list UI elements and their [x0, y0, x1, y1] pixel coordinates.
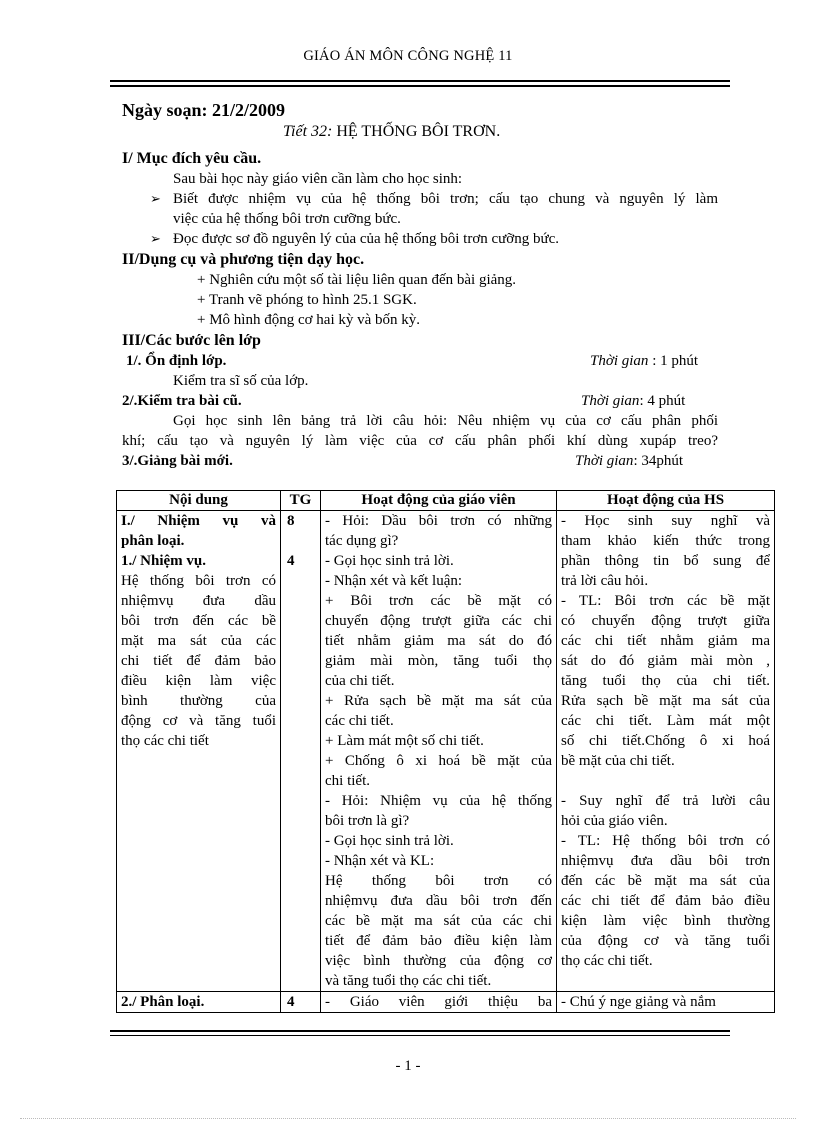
- content-cell: [117, 511, 281, 992]
- header-rule: [110, 80, 730, 82]
- step2-detail-line1: Gọi học sinh lên bảng trả lời câu hỏi: Nêu nhiệm vụ của cơ cấu phân phối: [173, 413, 718, 429]
- date-line: Ngày soạn: 21/2/2009: [122, 100, 286, 120]
- teacher-line: - Giáo viên giới thiệu ba: [325, 994, 552, 1010]
- tg-value: 8: [287, 513, 295, 529]
- page-number: - 1 -: [395, 1058, 421, 1074]
- teacher-line: của chi tiết.: [325, 673, 395, 689]
- content-line: nhiệmvụ đưa dầu: [121, 593, 276, 609]
- header-teacher: Hoạt động của giáo viên: [321, 491, 557, 511]
- content-line: chi tiết để đảm bảo: [121, 653, 276, 669]
- lesson-table: [116, 490, 775, 1013]
- header-rule-thin: [110, 85, 730, 87]
- step3-label: 3/.Giảng bài mới.: [122, 453, 233, 469]
- student-line: của động cơ và tăng tuổi: [561, 933, 770, 949]
- time-value: : 4 phút: [639, 393, 686, 409]
- tg-value: 4: [287, 553, 295, 569]
- content-line: Hệ thống bôi trơn có: [121, 573, 276, 589]
- teacher-line: + Rửa sạch bề mặt ma sát của: [325, 693, 552, 709]
- student-line: kiện làm việc bình thường: [561, 913, 770, 929]
- content-line: bôi trơn đến các bề: [121, 613, 276, 629]
- teacher-line: + Làm mát một số chi tiết.: [325, 733, 484, 749]
- lesson-name: HỆ THỐNG BÔI TRƠN.: [336, 123, 501, 140]
- teacher-line: việc bình thường của động cơ: [325, 953, 552, 969]
- section1-intro: Sau bài học này giáo viên cần làm cho học sinh:: [173, 171, 463, 187]
- content-line: phân loại.: [121, 533, 185, 549]
- lesson-title: [283, 122, 500, 142]
- teacher-line: chi tiết.: [325, 773, 370, 789]
- page-edge-dots: [20, 1118, 796, 1119]
- student-line: các chi tiết nhằm giảm ma: [561, 633, 770, 649]
- student-line: bề mặt của chi tiết.: [561, 753, 675, 769]
- student-line: - Học sinh suy nghĩ và: [561, 513, 770, 529]
- header-tg: TG: [281, 491, 321, 511]
- content-line: thọ các chi tiết: [121, 733, 209, 749]
- teacher-line: - Gọi học sinh trả lời.: [325, 553, 454, 569]
- teacher-line: và tăng tuổi thọ các chi tiết.: [325, 973, 492, 989]
- teacher-cell: [321, 511, 557, 992]
- footer-rule: [110, 1030, 730, 1032]
- student-line: các chi tiết để đảm bảo điều: [561, 893, 770, 909]
- content-line: điều kiện làm việc: [121, 673, 276, 689]
- content-cell: 2./ Phân loại.: [117, 992, 281, 1013]
- lesson-prefix: Tiết 32:: [283, 123, 333, 140]
- footer-rule-thin: [110, 1035, 730, 1036]
- teacher-line: các bề mặt ma sát của các chi: [325, 913, 552, 929]
- time-label: Thời gian: [581, 393, 640, 409]
- content-line: 1./ Nhiệm vụ.: [121, 553, 207, 569]
- step1-label: 1/. Ổn định lớp.: [126, 353, 227, 369]
- header-student: Hoạt động của HS: [557, 491, 775, 511]
- section1-bullet2: Đọc được sơ đồ nguyên lý của của hệ thống bôi trơn cưỡng bức.: [173, 231, 560, 247]
- section2-item: + Tranh vẽ phóng to hình 25.1 SGK.: [197, 292, 417, 308]
- teacher-line: các chi tiết.: [325, 713, 394, 729]
- step1-time: [590, 351, 698, 371]
- student-line: đến các bề mặt ma sát của: [561, 873, 770, 889]
- teacher-line: - Nhận xét và kết luận:: [325, 573, 463, 589]
- student-cell: - Chú ý nge giảng và nắm: [557, 992, 775, 1013]
- section1-heading: I/ Mục đích yêu cầu.: [122, 150, 262, 167]
- teacher-cell: [321, 992, 557, 1013]
- section2-item: + Mô hình động cơ hai kỳ và bốn kỳ.: [197, 312, 421, 328]
- teacher-line: bôi trơn là gì?: [325, 813, 410, 829]
- student-line: nhiệmvụ đưa dầu bôi trơn: [561, 853, 770, 869]
- time-value: : 34phút: [633, 453, 684, 469]
- arrow-bullet-icon: ➢: [150, 231, 161, 246]
- teacher-line: tiết nhằm giảm ma sát do đó: [325, 633, 552, 649]
- student-line: sát do đó giảm mài mòn ,: [561, 653, 770, 669]
- time-label: Thời gian: [575, 453, 634, 469]
- student-line: Rửa sạch bề mặt ma sát của: [561, 693, 770, 709]
- section1-bullet1-line2: việc của hệ thống bôi trơn cưỡng bức.: [173, 211, 401, 227]
- header-content: Nội dung: [117, 491, 281, 511]
- teacher-line: - Nhận xét và KL:: [325, 853, 435, 869]
- teacher-line: tác dụng gì?: [325, 533, 399, 549]
- student-line: phần thông tin bổ sung để: [561, 553, 770, 569]
- step1-detail: Kiểm tra sĩ số của lớp.: [173, 373, 309, 389]
- content-line: động cơ và tăng tuổi: [121, 713, 276, 729]
- table-row: [117, 992, 775, 1013]
- student-cell: [557, 511, 775, 992]
- student-line: - TL: Bôi trơn các bề mặt: [561, 593, 770, 609]
- teacher-line: tiết để đảm bảo điều kiện làm: [325, 933, 552, 949]
- step2-detail-line2: khí; cấu tạo và nguyên lý làm việc của cơ cấu phân phối khí dùng xupáp treo?: [122, 433, 718, 449]
- teacher-line: + Bôi trơn các bề mặt có: [325, 593, 552, 609]
- page-header: GIÁO ÁN MÔN CÔNG NGHỆ 11: [303, 48, 513, 64]
- teacher-line: - Gọi học sinh trả lời.: [325, 833, 454, 849]
- section1-bullet1-line1: Biết được nhiệm vụ của hệ thống bôi trơn; cấu tạo chung và nguyên lý làm: [173, 191, 718, 207]
- content-line: mặt ma sát của các: [121, 633, 276, 649]
- content-line: bình thường của: [121, 693, 276, 709]
- student-line: có chuyển động trượt giữa: [561, 613, 770, 629]
- teacher-line: chuyển động trượt giữa các chi: [325, 613, 552, 629]
- table-header-row: [117, 491, 775, 511]
- section2-item: + Nghiên cứu một số tài liệu liên quan đến bài giảng.: [197, 272, 517, 288]
- content-line: I./ Nhiệm vụ và: [121, 513, 276, 529]
- section3-heading: III/Các bước lên lớp: [122, 332, 261, 349]
- student-line: - TL: Hệ thống bôi trơn có: [561, 833, 770, 849]
- teacher-line: nhiệmvụ đưa dầu bôi trơn đến: [325, 893, 552, 909]
- student-line: - Suy nghĩ để trả lười câu: [561, 793, 770, 809]
- student-line: tăng tuổi thọ của chi tiết.: [561, 673, 770, 689]
- tg-cell: 4: [281, 992, 321, 1013]
- student-line: các chi tiết. Làm mát một: [561, 713, 770, 729]
- time-value: : 1 phút: [648, 353, 699, 369]
- student-line: thọ các chi tiết.: [561, 953, 653, 969]
- student-line: trả lời câu hỏi.: [561, 573, 649, 589]
- arrow-bullet-icon: ➢: [150, 191, 161, 206]
- step2-label: 2/.Kiểm tra bài cũ.: [122, 393, 242, 409]
- table-row: [117, 511, 775, 992]
- student-line: hỏi của giáo viên.: [561, 813, 668, 829]
- time-label: Thời gian: [590, 353, 649, 369]
- teacher-line: - Hỏi: Nhiệm vụ của hệ thống: [325, 793, 552, 809]
- teacher-line: Hệ thống bôi trơn có: [325, 873, 552, 889]
- step2-time: [581, 391, 685, 411]
- tg-spacer: [287, 531, 316, 551]
- step3-time: [575, 451, 683, 471]
- student-line: tham khảo kiến thức trong: [561, 533, 770, 549]
- student-line: [561, 771, 770, 791]
- student-line: số chi tiết.Chống ô xi hoá: [561, 733, 770, 749]
- teacher-line: + Chống ô xi hoá bề mặt của: [325, 753, 552, 769]
- section2-heading: II/Dụng cụ và phương tiện dạy học.: [122, 251, 365, 268]
- teacher-line: giảm mài mòn, tăng tuổi thọ: [325, 653, 552, 669]
- tg-cell: [281, 511, 321, 992]
- teacher-line: - Hỏi: Dầu bôi trơn có những: [325, 513, 552, 529]
